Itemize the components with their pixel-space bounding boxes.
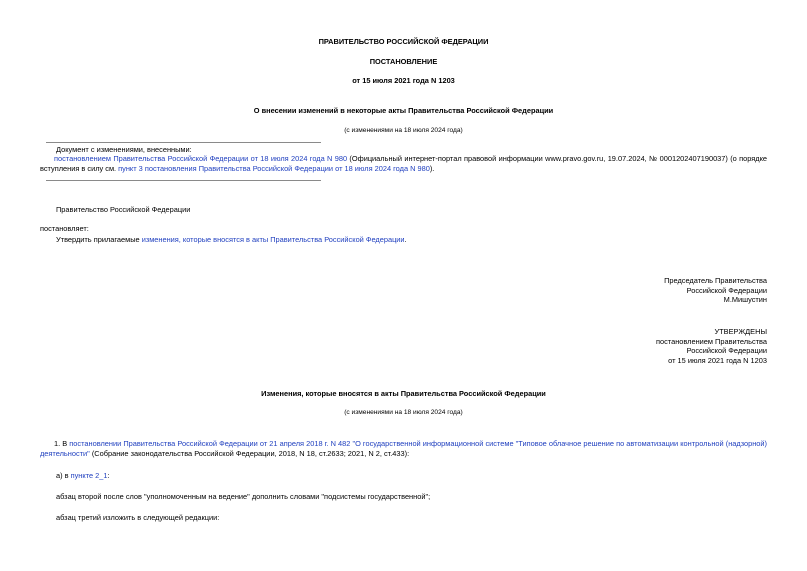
annex-paragraph-1 — [40, 439, 767, 458]
doc-title: О внесении изменений в некоторые акты Правительства Российской Федерации — [253, 106, 554, 115]
clause-2-1-link[interactable]: пункте 2_1 — [70, 471, 108, 480]
org-title: ПРАВИТЕЛЬСТВО РОССИЙСКОЙ ФЕДЕРАЦИИ — [318, 37, 489, 46]
signature-org: Российской Федерации — [686, 285, 767, 295]
annex-revision: (с изменениями на 18 июля 2024 года) — [344, 409, 463, 416]
changes-note-text — [40, 154, 767, 173]
approved-by: постановлением Правительства — [656, 336, 767, 346]
annex-title: Изменения, которые вносятся в акты Правительства Российской Федерации — [261, 389, 546, 398]
changes-annex-link[interactable]: изменения, которые вносятся в акты Правительства Российской Федерации — [141, 235, 405, 244]
revision-note: (с изменениями на 18 июля 2024 года) — [344, 127, 463, 134]
a-post: : — [107, 471, 110, 480]
government-label: Правительство Российской Федерации — [56, 205, 191, 214]
doc-type: ПОСТАНОВЛЕНИЕ — [369, 57, 438, 66]
approved-block — [656, 327, 767, 366]
changes-end-text: ). — [429, 163, 435, 173]
signature-name: М.Мишустин — [723, 295, 767, 305]
subparagraph-a — [56, 471, 110, 481]
p1-post: (Собрание законодательства Российской Федерации, 2018, N 18, ст.2633; 2021, N 2, ст.433): — [89, 448, 410, 458]
signature-position: Председатель Правительства — [664, 276, 767, 285]
approve-post: . — [404, 235, 407, 244]
changes-source-text: (Официальный интернет-портал правовой информации www.pravo.gov.ru, 19.07.2024, № 0001202407190037) (о порядке вступления в силу см. — [40, 154, 767, 173]
doc-date-number: от 15 июля 2021 года N 1203 — [352, 76, 455, 85]
approved-date: от 15 июля 2021 года N 1203 — [668, 355, 767, 365]
approve-paragraph — [56, 235, 407, 245]
approve-pre: Утвердить прилагаемые — [56, 235, 142, 244]
signature-block — [664, 276, 767, 305]
amending-act-link[interactable]: постановлением Правительства Российской Федерации от 18 июля 2024 года N 980 — [54, 154, 348, 163]
divider-bottom — [46, 180, 321, 181]
a-pre: а) в — [56, 471, 71, 480]
resolution-482-link[interactable]: постановлении Правительства Российской Федерации от 21 апреля 2018 г. N 482 "О государственной информационной системе "Типовое облачное решение по автоматизации контрольной (надзорной) деятельности" — [40, 439, 768, 458]
p1-pre: 1. В — [54, 439, 70, 448]
approved-org: Российской Федерации — [686, 346, 767, 356]
divider-top — [46, 142, 321, 143]
changes-intro: Документ с изменениями, внесенными: — [56, 145, 192, 154]
entry-into-force-link[interactable]: пункт 3 постановления Правительства Российской Федерации от 18 июля 2024 года N 980 — [118, 163, 430, 173]
paragraph-third: абзац третий изложить в следующей редакции: — [56, 513, 220, 522]
approved-title: УТВЕРЖДЕНЫ — [714, 327, 767, 336]
resolves-label: постановляет: — [40, 224, 89, 233]
paragraph-second: абзац второй после слов "уполномоченным на ведение" дополнить словами "подсистемы государственной"; — [56, 492, 431, 501]
